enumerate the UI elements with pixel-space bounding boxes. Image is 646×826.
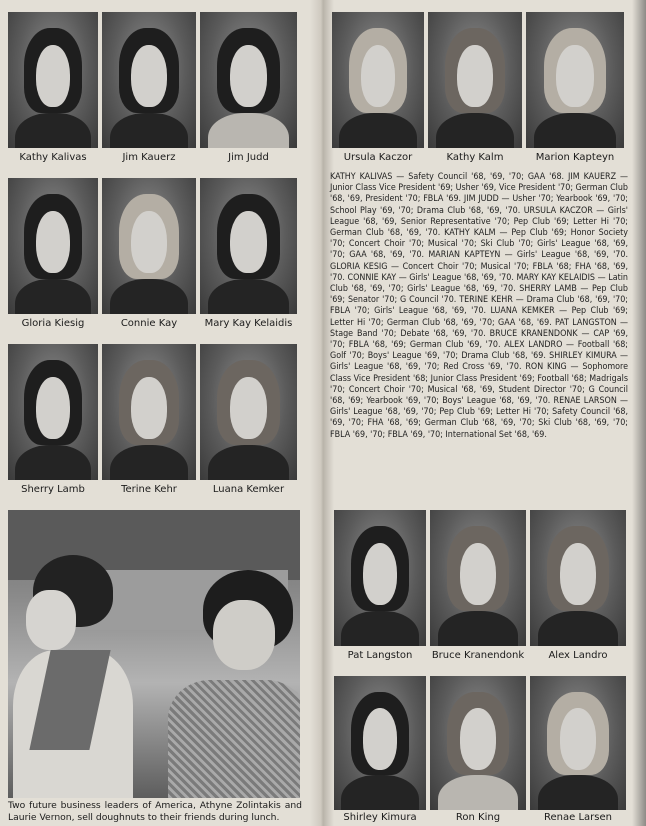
portrait-mary-kay-kelaidis: [200, 178, 297, 314]
name-label: Ron King: [455, 812, 501, 823]
portrait-gloria-kiesig: [8, 178, 98, 314]
portrait-ursula-kaczor: [332, 12, 424, 148]
portrait-pat-langston: [334, 510, 426, 646]
portrait-connie-kay: [102, 178, 196, 314]
portrait-ron-king: [430, 676, 526, 810]
name-label: Sherry Lamb: [21, 484, 85, 495]
name-label: Kathy Kalm: [446, 152, 504, 163]
name-label: Marion Kapteyn: [535, 152, 615, 163]
name-label: Jim Judd: [228, 152, 269, 163]
portrait-alex-landro: [530, 510, 626, 646]
portrait-renae-larsen: [530, 676, 626, 810]
portrait-terine-kehr: [102, 344, 196, 480]
candid-photo: [8, 510, 300, 798]
name-label: Mary Kay Kelaidis: [204, 318, 293, 329]
name-label: Gloria Kiesig: [21, 318, 85, 329]
name-label: Shirley Kimura: [343, 812, 417, 823]
portrait-bruce-kranendonk: [430, 510, 526, 646]
page-edge: [632, 0, 646, 826]
name-label: Luana Kemker: [212, 484, 285, 495]
name-label: Terine Kehr: [121, 484, 177, 495]
photo-caption: Two future business leaders of America, Athyne Zolintakis and Laurie Vernon, sell doughnuts to their friends during lunch.: [8, 800, 302, 823]
name-label: Alex Landro: [548, 650, 608, 661]
name-label: Kathy Kalivas: [19, 152, 87, 163]
name-label: Pat Langston: [347, 650, 413, 661]
portrait-kathy-kalivas: [8, 12, 98, 148]
name-label: Renae Larsen: [544, 812, 612, 823]
name-label: Connie Kay: [120, 318, 178, 329]
portrait-sherry-lamb: [8, 344, 98, 480]
portrait-jim-judd: [200, 12, 297, 148]
portrait-shirley-kimura: [334, 676, 426, 810]
student-activities-text: KATHY KALIVAS — Safety Council '68, '69, '70; GAA '68. JIM KAUERZ — Junior Class Vice President '69; Usher '69, Vice President '70; German Club '68, '69, President '70; FBLA '69. JIM JUDD — Usher '70; Yearbook '69, '70; School Play '69, '70; Drama Club '68, '69, '70. URSULA KACZOR — Girls' League '68, '69, Senior Representative '70; Pep Club '69; Letter Hi '70; German Club '68, '69, '70. KATHY KALM — Pep Club '69; Honor Society '70; Concert Choir '70; Musical '70; Ski Club '70; Girls' League '68, '69, '70; GAA '68, '69, '70. MARIAN KAPTEYN — Girls' League '68, '69, '70. GLORIA KESIG — Concert Choir '70; Musical '70; FBLA '68; FHA '68, '69, '70. CONNIE KAY — Girls' League '68, '69, '70. MARY KAY KELAIDIS — Latin Club '68, '69, '70; Girls' League '68, '69, '70. SHERRY LAMB — Pep Club '69; Senator '70; G Council '70. TERINE KEHR — Drama Club '68, '69, '70; FBLA '70; Girls' League '68, '69, '70. LUANA KEMKER — Pep Club '69; Letter Hi '70; German Club '68, '69, '70; GAA '68, '69. PAT LANGSTON — Stage Band '70; Debate '68, '69, '70. BRUCE KRANENDONK — CAP '69, '70; FBLA '68, '69; German Club '69, '70. ALEX LANDRO — Football '68; Golf '70; Boys' League '69, '70; Drama Club '68, '69. SHIRLEY KIMURA — Girls' League '68, '69, '70; Red Cross '69, '70. RON KING — Sophomore Class Vice President '68; Junior Class President '69; Football '68; Madrigals '70; Concert Choir '70; Musical '68, '69, Student Director '70; G Council '68, '69; Yearbook '69, '70; Boys' League '68, '69, '70. RENAE LARSON — Girls' League '68, '69, '70; Pep Club '69; Letter Hi '70; Safety Council '68, '69, '70; FHA '68, '69; German Club '68, '69, '70; Ski Club '68, '69, '70; FBLA '69, '70; FBLA '69, '70; International Set '68, '69.: [330, 172, 628, 440]
name-label: Jim Kauerz: [122, 152, 176, 163]
portrait-marion-kapteyn: [526, 12, 624, 148]
portrait-kathy-kalm: [428, 12, 522, 148]
name-label: Ursula Kaczor: [343, 152, 413, 163]
portrait-luana-kemker: [200, 344, 297, 480]
name-label: Bruce Kranendonk: [431, 650, 525, 661]
portrait-jim-kauerz: [102, 12, 196, 148]
